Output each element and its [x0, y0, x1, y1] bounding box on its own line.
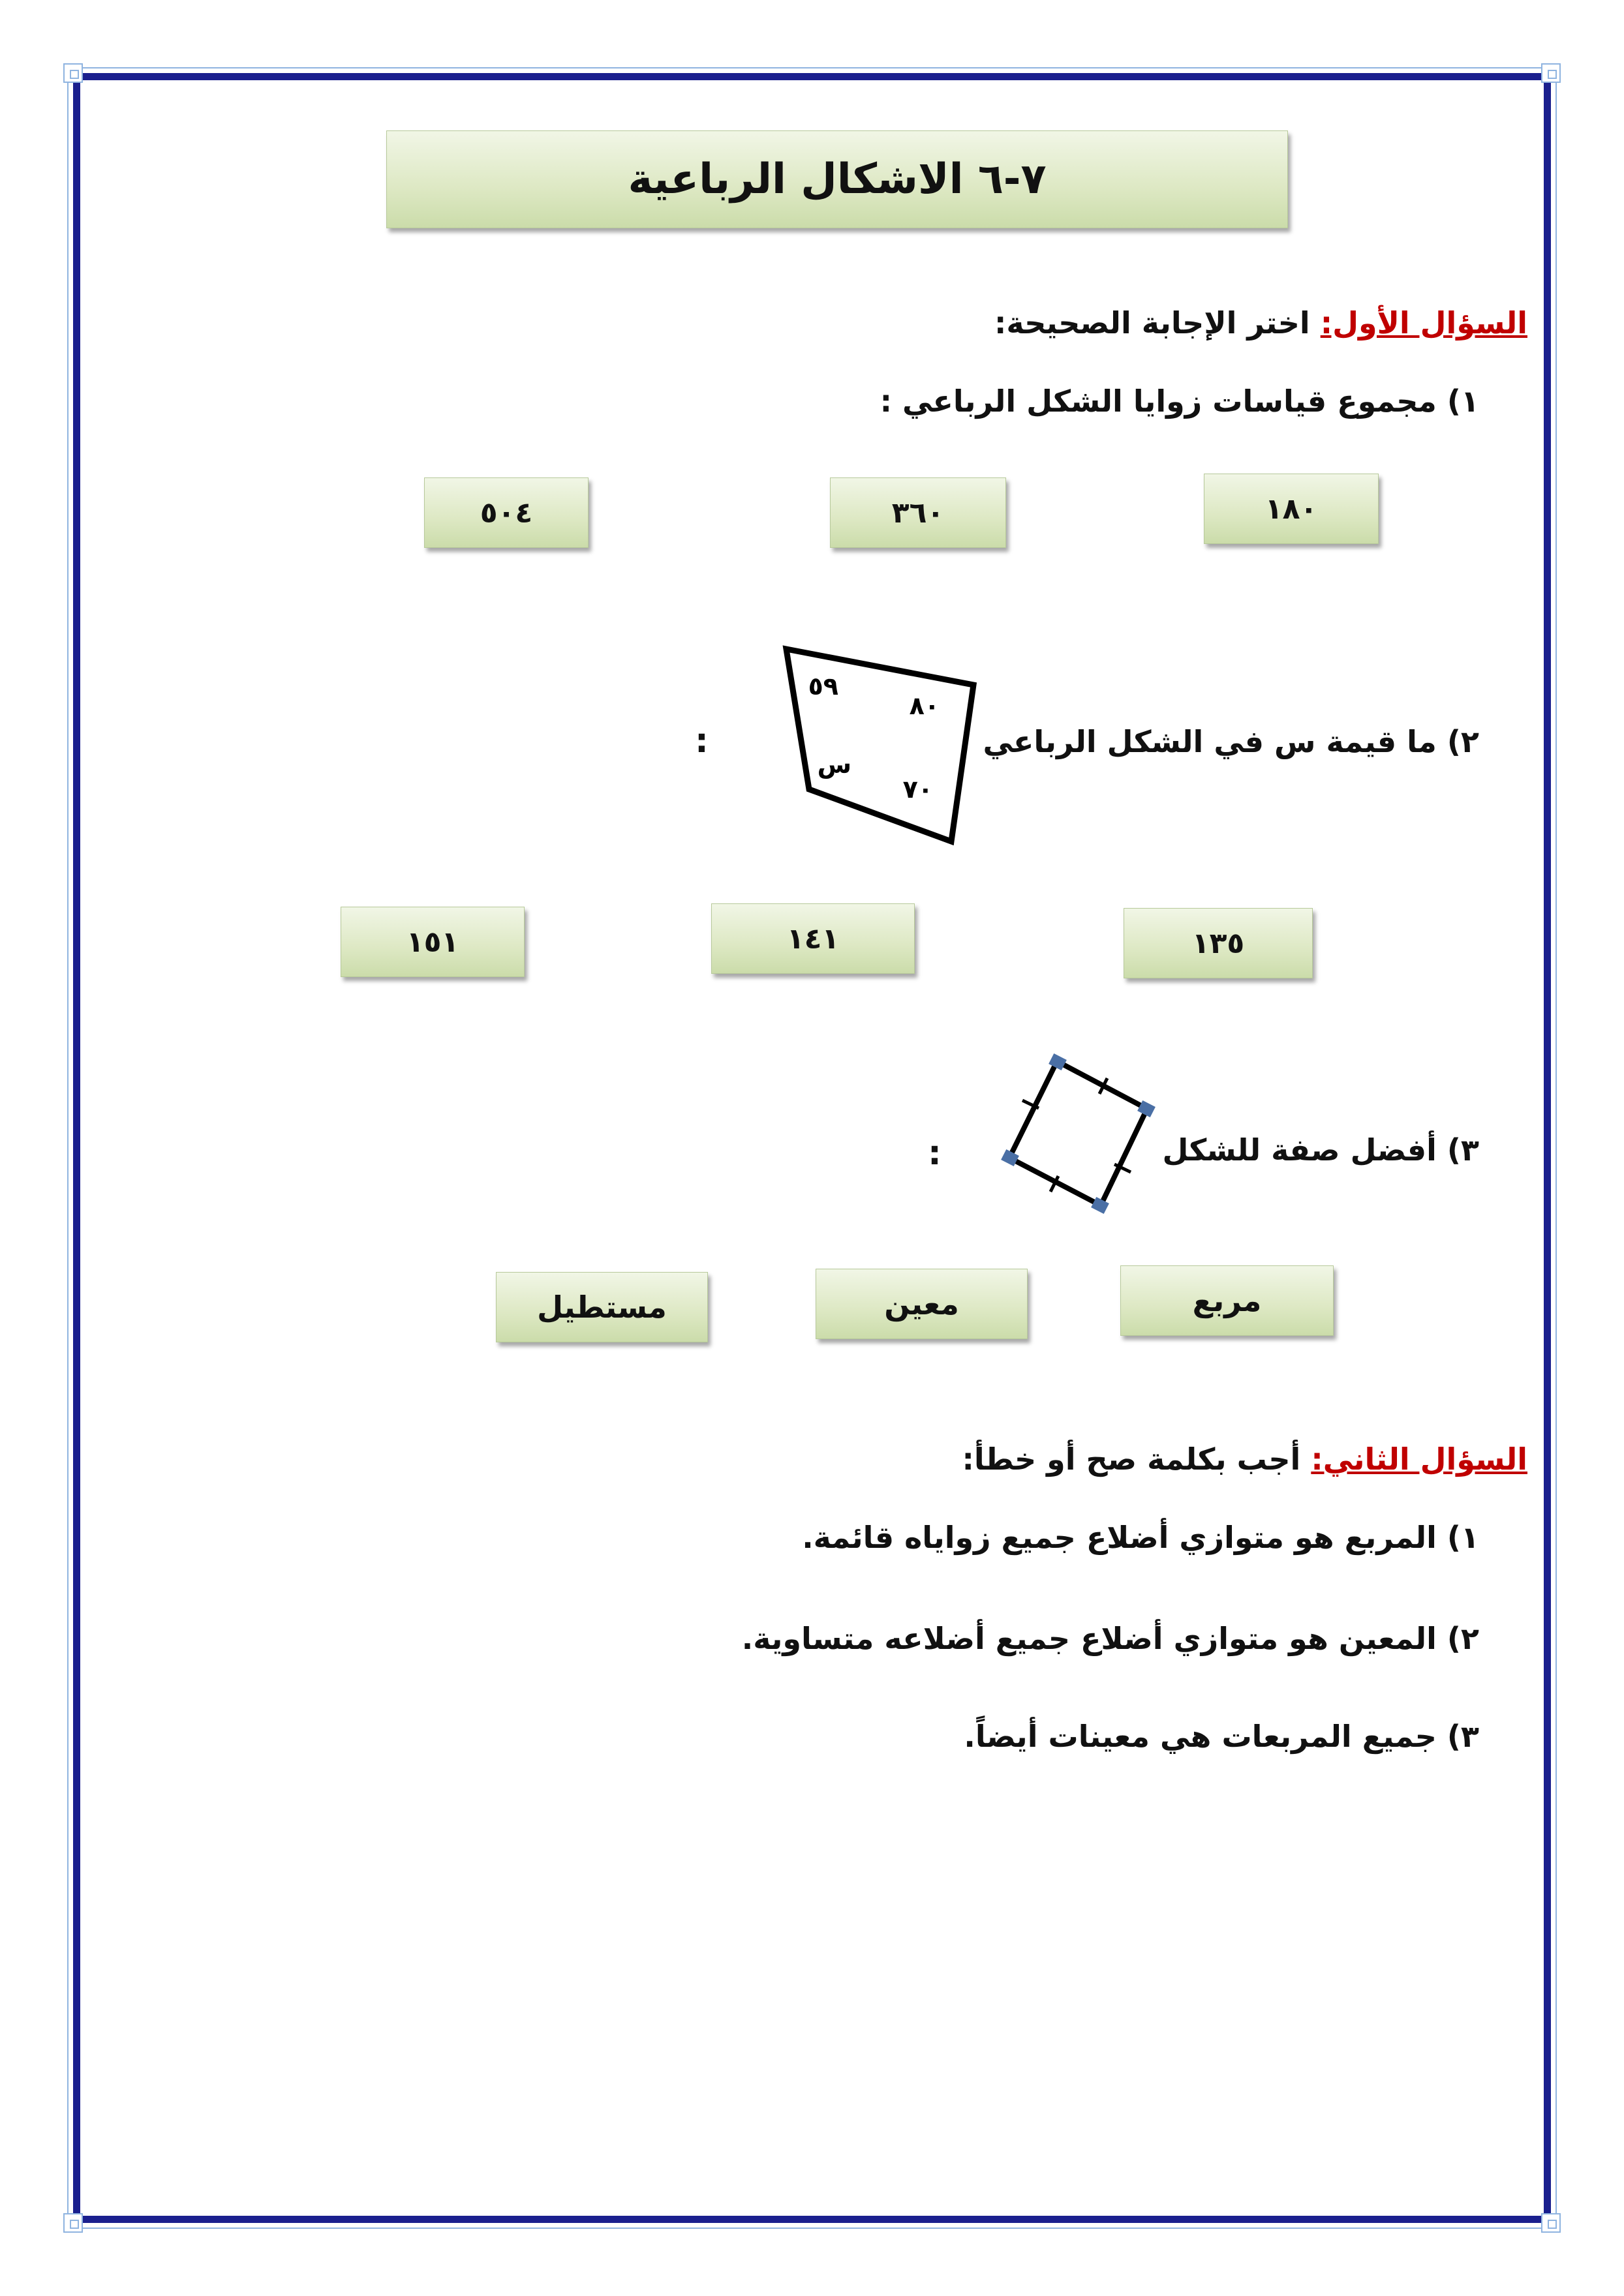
question-2-heading — [962, 1442, 1527, 1477]
page-title: ٧-٦ الاشكال الرباعية — [628, 155, 1047, 204]
option-3-a[interactable]: مربع — [1120, 1265, 1334, 1336]
square-figure — [988, 1053, 1158, 1223]
question-1-item-2: ٢) ما قيمة س في الشكل الرباعي — [983, 724, 1479, 759]
corner-ornament-bottom-right — [1541, 2213, 1561, 2233]
question-1-heading — [994, 305, 1527, 340]
figure-angle-bottom-right: ٧٠ — [902, 775, 933, 804]
corner-ornament-top-left — [63, 63, 83, 83]
question-1-label: السؤال الأول: — [1320, 305, 1527, 340]
item-2-colon: : — [695, 721, 709, 761]
option-2-c[interactable]: ١٥١ — [341, 907, 525, 977]
title-banner — [386, 130, 1288, 228]
square-shape — [1001, 1053, 1156, 1214]
question-1-instruction: اختر الإجابة الصحيحة: — [994, 305, 1310, 340]
option-1-a[interactable]: ١٨٠ — [1204, 474, 1379, 544]
item-3-colon: : — [928, 1134, 942, 1173]
option-1-b[interactable]: ٣٦٠ — [830, 477, 1006, 548]
question-2-item-3: ٣) جميع المربعات هي معينات أيضاً. — [964, 1719, 1479, 1754]
question-2-instruction: أجب بكلمة صح أو خطأ: — [962, 1442, 1301, 1477]
figure-angle-bottom-left: س — [817, 750, 851, 779]
option-2-a[interactable]: ١٣٥ — [1124, 908, 1313, 978]
question-1-item-1: ١) مجموع قياسات زوايا الشكل الرباعي : — [880, 384, 1479, 419]
question-2-label: السؤال الثاني: — [1311, 1442, 1527, 1477]
corner-ornament-bottom-left — [63, 2213, 83, 2233]
figure-angle-top-left: ٥٩ — [808, 672, 838, 701]
option-3-c[interactable]: مستطيل — [496, 1272, 708, 1342]
question-2-item-2: ٢) المعين هو متوازي أضلاع جميع أضلاعه متساوية. — [741, 1621, 1479, 1656]
option-1-c[interactable]: ٥٠٤ — [424, 477, 589, 548]
question-1-item-3: ٣) أفضل صفة للشكل — [1162, 1132, 1479, 1168]
quadrilateral-figure — [783, 642, 992, 851]
question-2-item-1: ١) المربع هو متوازي أضلاع جميع زواياه قائمة. — [802, 1520, 1479, 1555]
figure-angle-top-right: ٨٠ — [909, 691, 940, 720]
option-3-b[interactable]: معين — [816, 1269, 1028, 1339]
option-2-b[interactable]: ١٤١ — [711, 903, 915, 974]
corner-ornament-top-right — [1541, 63, 1561, 83]
